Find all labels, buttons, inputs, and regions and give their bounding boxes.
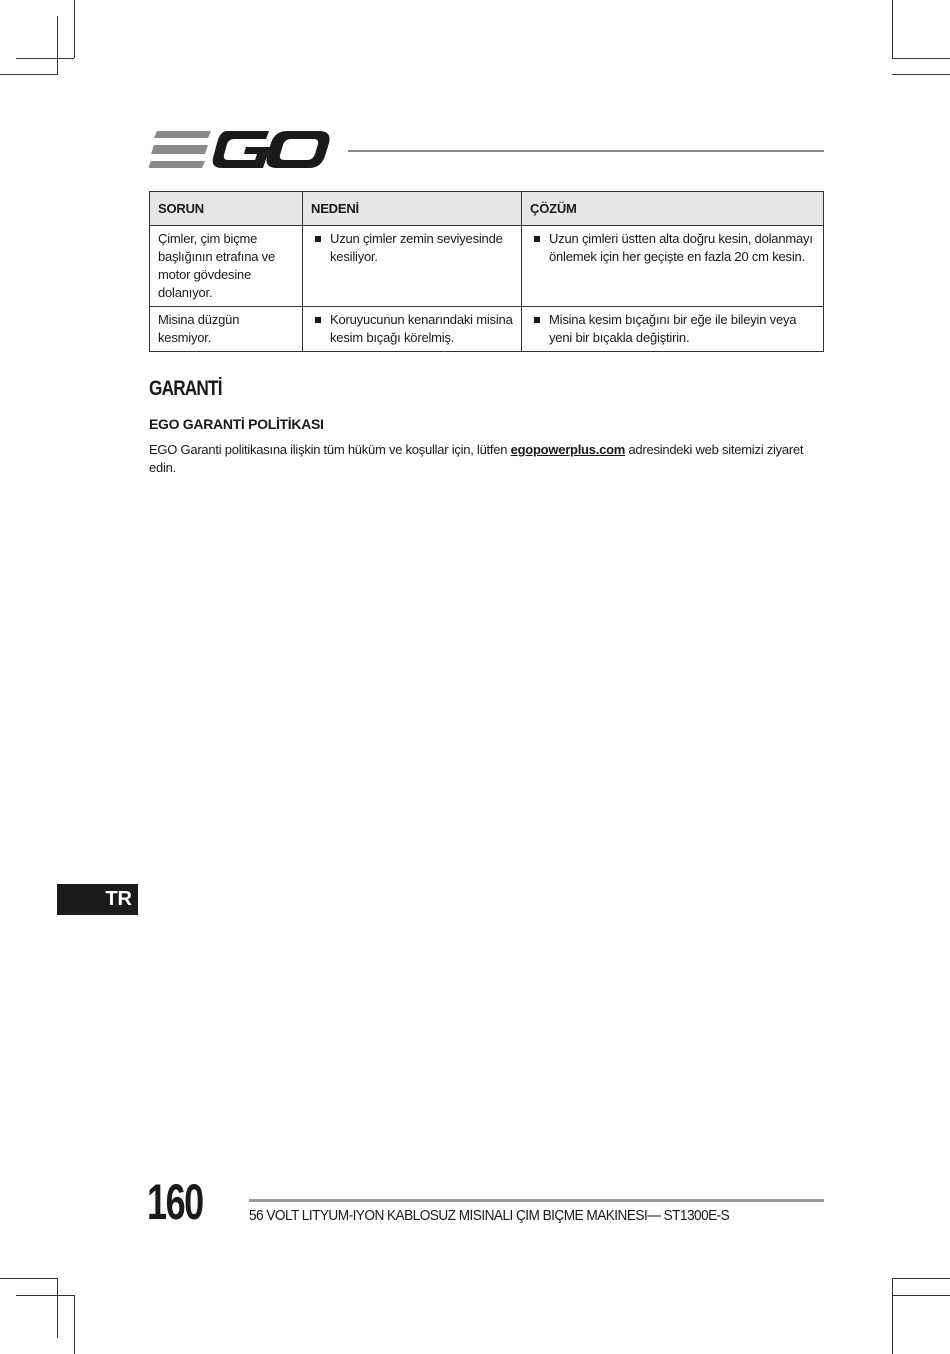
crop-mark — [892, 1278, 893, 1354]
header-rule — [348, 150, 824, 152]
table-row — [150, 307, 824, 352]
cause-text: Koruyucunun kenarındaki misina kesim bıçağı körelmiş. — [330, 312, 513, 345]
crop-mark — [0, 1278, 58, 1279]
bullet-square-icon — [315, 236, 321, 242]
crop-mark — [892, 1278, 950, 1279]
troubleshooting-table — [149, 191, 824, 352]
problem-cell: Misina düzgün kesmiyor. — [150, 307, 303, 352]
solution-text: Misina kesim bıçağını bir eğe ile bileyin veya yeni bir bıçakla değiştirin. — [549, 312, 797, 345]
column-header: SORUN — [150, 192, 303, 226]
paragraph-text: EGO Garanti politikasına ilişkin tüm hüküm ve koşullar için, lütfen — [149, 442, 511, 457]
warranty-paragraph — [149, 441, 824, 477]
column-header: ÇÖZÜM — [522, 192, 824, 226]
table-header-row — [150, 192, 824, 226]
crop-mark — [892, 74, 950, 75]
bullet-square-icon — [534, 317, 540, 323]
solution-cell — [522, 226, 824, 307]
crop-mark — [892, 58, 950, 59]
footer-rule — [249, 1199, 824, 1202]
section-heading: GARANTİ — [149, 377, 222, 400]
crop-mark — [892, 1295, 950, 1296]
language-tab: TR — [57, 884, 138, 915]
bullet-square-icon — [534, 236, 540, 242]
crop-mark — [74, 1295, 75, 1354]
crop-mark — [16, 58, 74, 59]
cause-cell — [303, 226, 522, 307]
table-row — [150, 226, 824, 307]
crop-mark — [57, 1278, 58, 1338]
website-link[interactable]: egopowerplus.com — [510, 442, 626, 457]
crop-mark — [16, 1295, 74, 1296]
crop-mark — [57, 16, 58, 74]
problem-cell: Çimler, çim biçme başlığının etrafına ve motor gövdesine dolanıyor. — [150, 226, 303, 307]
crop-mark — [0, 74, 58, 75]
crop-mark — [74, 0, 75, 58]
cause-cell — [303, 307, 522, 352]
page-number: 160 — [147, 1174, 203, 1230]
paragraph-text: adresindeki web sitemizi ziyaret edin. — [149, 442, 804, 475]
ego-logo — [149, 128, 331, 172]
cause-text: Uzun çimler zemin seviyesinde kesiliyor. — [330, 231, 503, 264]
column-header: NEDENİ — [303, 192, 522, 226]
footer-title: 56 VOLT LITYUM-IYON KABLOSUZ MISINALI ÇIM BIÇME MAKINESI— ST1300E-S — [249, 1207, 730, 1224]
bullet-square-icon — [315, 317, 321, 323]
section-subheading: EGO GARANTİ POLİTİKASI — [149, 416, 324, 432]
solution-text: Uzun çimleri üstten alta doğru kesin, dolanmayı önlemek için her geçişte en fazla 20 cm kesin. — [549, 231, 813, 264]
solution-cell — [522, 307, 824, 352]
crop-mark — [892, 0, 893, 58]
